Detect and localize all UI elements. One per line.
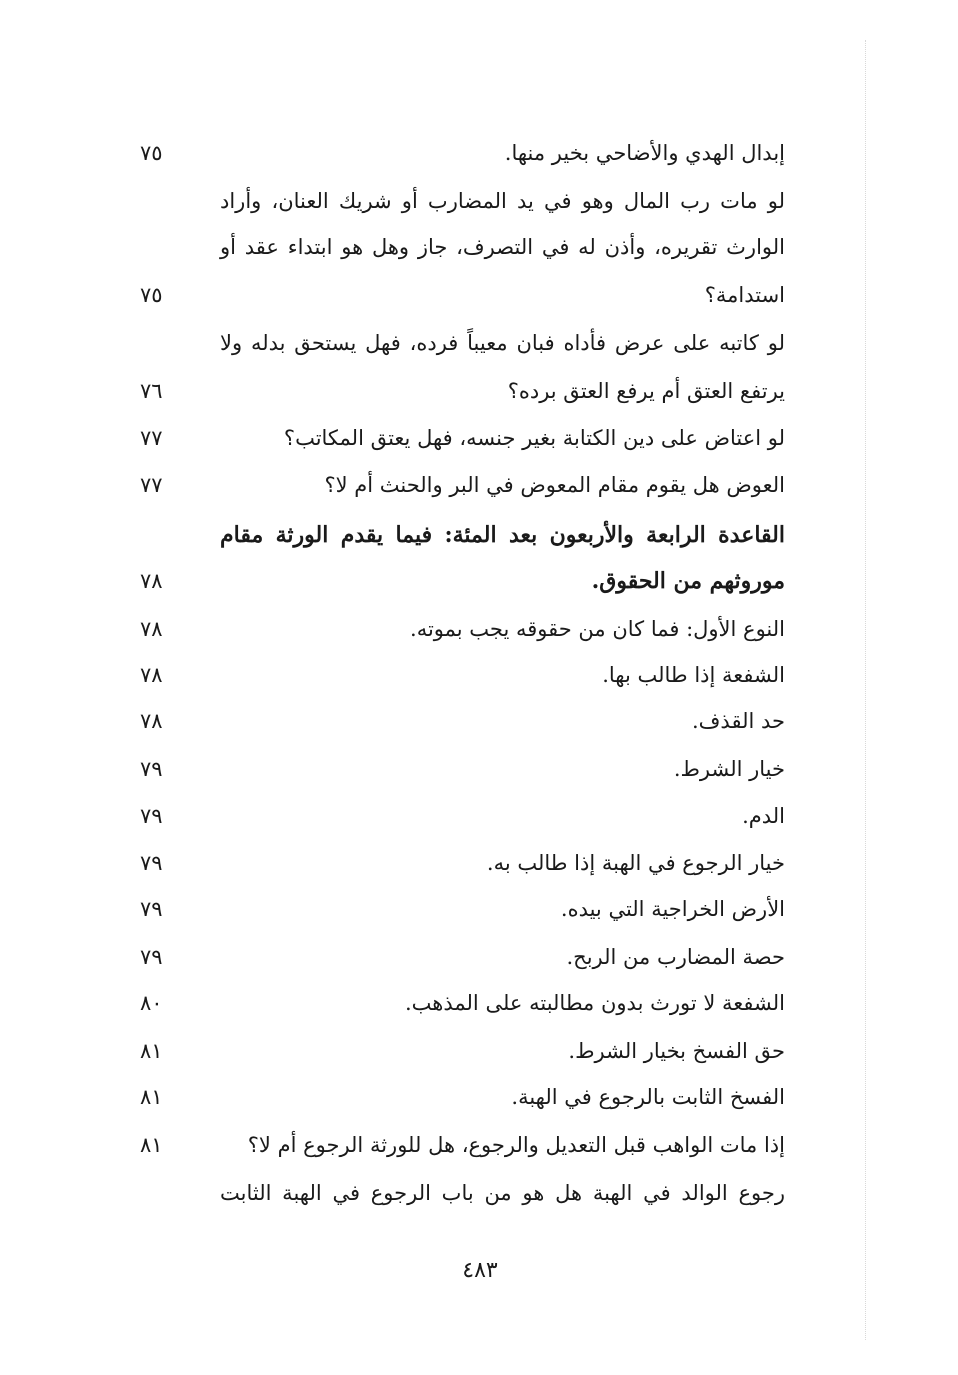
index-entry — [140, 1170, 785, 1216]
entry-text: إذا مات الواهب قبل التعديل والرجوع، هل للورثة الرجوع أم لا؟ — [247, 1133, 785, 1157]
index-entry — [140, 415, 785, 461]
heading-text: موروثهم من الحقوق. — [591, 568, 785, 594]
entry-text: الوارث تقريره، وأذن له في التصرف، جاز وهل هو ابتداء عقد أو — [220, 235, 785, 259]
index-entry — [140, 793, 785, 839]
entry-text: استدامة؟ — [704, 283, 785, 307]
entry-text: الدم. — [742, 804, 785, 828]
entry-page-number: ٧٩ — [140, 851, 163, 875]
entry-page-number: ٧٨ — [140, 617, 163, 641]
index-entry — [140, 652, 785, 698]
entry-text: الفسخ الثابت بالرجوع في الهبة. — [511, 1085, 785, 1109]
entry-page-number: ٧٥ — [140, 283, 163, 307]
entry-text: إبدال الهدي والأضاحي بخير منها. — [504, 141, 785, 165]
index-entry — [140, 224, 785, 270]
entry-page-number: ٧٥ — [140, 141, 163, 165]
entry-page-number: ٧٨ — [140, 663, 163, 687]
entry-text: العوض هل يقوم مقام المعوض في البر والحنث أم لا؟ — [324, 473, 785, 497]
index-entry — [140, 886, 785, 932]
index-entry — [140, 840, 785, 886]
entry-page-number: ٨٠ — [140, 991, 163, 1015]
entry-page-number: ٧٩ — [140, 804, 163, 828]
entry-text: الشفعة إذا طالب بها. — [602, 663, 785, 687]
entry-text: الشفعة لا تورث بدون مطالبته على المذهب. — [405, 991, 785, 1015]
entry-page-number: ٨١ — [140, 1039, 163, 1063]
index-entry — [140, 1028, 785, 1074]
index-entry — [140, 746, 785, 792]
entry-page-number: ٨١ — [140, 1133, 163, 1157]
index-entry — [140, 320, 785, 366]
entry-page-number: ٧٨ — [140, 709, 163, 733]
entry-text: لو كاتبه على عرض فأداه فبان معيباً فرده، فهل يستحق بدله ولا — [220, 331, 785, 355]
entry-page-number: ٧٩ — [140, 757, 163, 781]
entry-page-number: ٨١ — [140, 1085, 163, 1109]
index-entry — [140, 606, 785, 652]
entry-text: يرتفع العتق أم يرفع العتق برده؟ — [507, 379, 785, 403]
entry-text: النوع الأول: فما كان من حقوقه يجب بموته. — [410, 617, 785, 641]
entry-text: حد القذف. — [691, 709, 785, 733]
index-entry — [140, 980, 785, 1026]
entry-text: حصة المضارب من الربح. — [566, 945, 785, 969]
entry-page-number: ٧٧ — [140, 426, 163, 450]
page-number: ٤٨٣ — [462, 1258, 498, 1283]
index-entry — [140, 130, 785, 176]
entry-text: حق الفسخ بخيار الشرط. — [568, 1039, 785, 1063]
entry-page-number: ٧٦ — [140, 379, 163, 403]
index-entry — [140, 1122, 785, 1168]
entry-text: خيار الشرط. — [673, 757, 785, 781]
index-entry — [140, 178, 785, 224]
index-entry — [140, 1074, 785, 1120]
page-edge-line — [865, 40, 866, 1340]
entry-text: رجوع الوالد في الهبة هل هو من باب الرجوع في الهبة الثابت — [220, 1181, 785, 1205]
index-entry — [140, 462, 785, 508]
entry-text: لو مات رب المال وهو في يد المضارب أو شريك العنان، وأراد — [220, 189, 785, 213]
index-entry — [140, 934, 785, 980]
entry-page-number: ٧٩ — [140, 945, 163, 969]
index-entry — [140, 698, 785, 744]
entry-page-number: ٧٨ — [140, 569, 163, 593]
index-heading-entry — [140, 558, 785, 604]
entry-page-number: ٧٩ — [140, 897, 163, 921]
index-heading-entry — [140, 512, 785, 558]
entry-text: لو اعتاض على دين الكتابة بغير جنسه، فهل يعتق المكاتب؟ — [283, 426, 785, 450]
entry-page-number: ٧٧ — [140, 473, 163, 497]
heading-text: القاعدة الرابعة والأربعون بعد المئة: فيما يقدم الورثة مقام — [220, 522, 785, 548]
entry-text: الأرض الخراجية التي بيده. — [560, 897, 785, 921]
entry-text: خيار الرجوع في الهبة إذا طالب به. — [486, 851, 785, 875]
index-entry — [140, 368, 785, 414]
index-entry — [140, 272, 785, 318]
